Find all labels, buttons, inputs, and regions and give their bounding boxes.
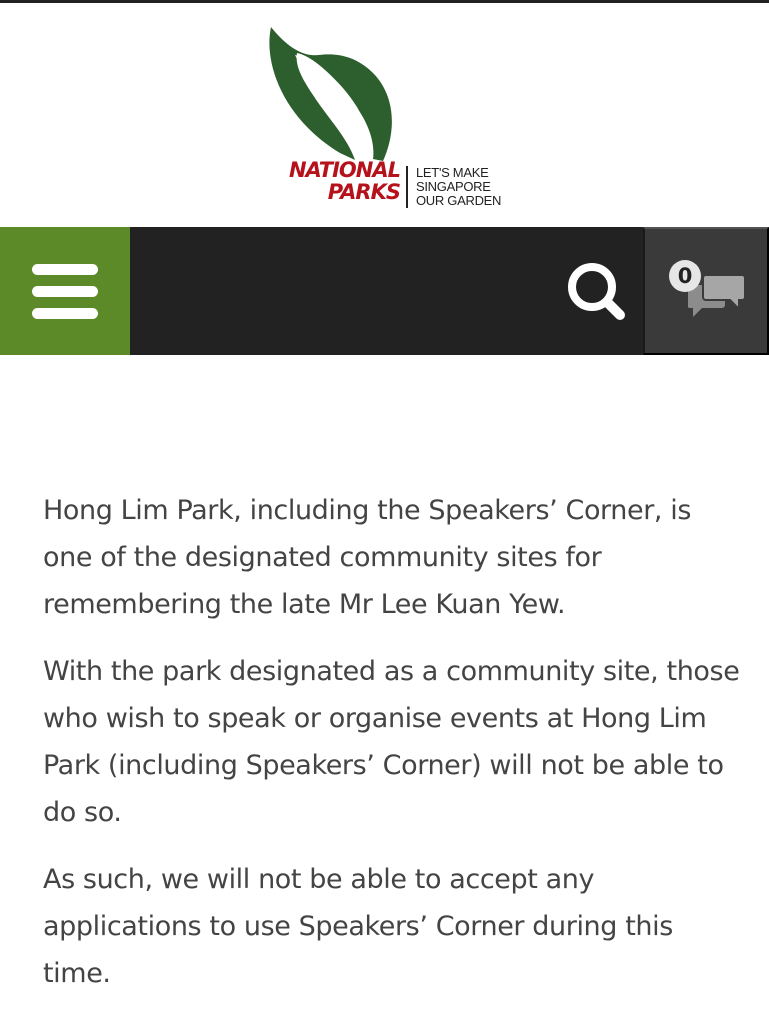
- logo-tagline: [416, 166, 526, 208]
- menu-bar-bottom: [32, 308, 98, 319]
- content-paragraph: Hong Lim Park, including the Speakers’ Corner, is one of the designated community sites for remembering the late Mr Lee Kuan Yew.: [43, 495, 692, 620]
- content-paragraph: With the park designated as a community site, those who wish to speak or organise events at Hong Lim Park (including Speakers’ Corner) will not be able to do so.: [43, 656, 740, 828]
- menu-bar-middle: [32, 286, 98, 297]
- feedback-button[interactable]: [643, 227, 769, 355]
- feedback-count-badge: 0: [669, 260, 701, 292]
- site-header: [0, 3, 769, 227]
- leaf-icon: [255, 25, 405, 165]
- logo-tagline-line: OUR GARDEN: [416, 193, 502, 208]
- logo-wordmark-line2: PARKS: [327, 180, 400, 204]
- search-button[interactable]: [548, 241, 644, 341]
- content-paragraph: As such, we will not be able to accept any applications to use Speakers’ Corner during this time.: [43, 864, 673, 989]
- menu-button[interactable]: [0, 227, 130, 355]
- logo-wordmark-line1: NATIONAL: [288, 158, 400, 182]
- logo-wordmark: [255, 159, 400, 203]
- menu-bar-top: [32, 264, 98, 275]
- logo-tagline-line: SINGAPORE: [416, 179, 491, 194]
- logo-divider: [406, 166, 408, 208]
- logo-tagline-line: LET'S MAKE: [416, 165, 489, 180]
- search-icon: [548, 241, 644, 341]
- main-content: [43, 487, 743, 1017]
- main-navbar: [0, 227, 769, 355]
- national-parks-logo[interactable]: [255, 25, 515, 210]
